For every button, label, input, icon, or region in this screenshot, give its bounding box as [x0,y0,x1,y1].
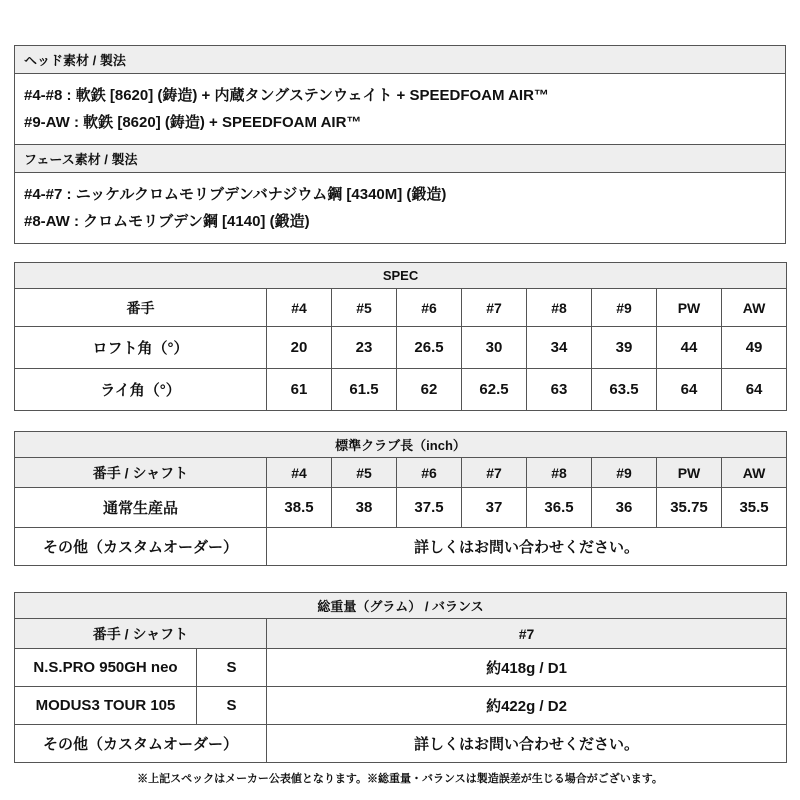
length-value: 36.5 [527,488,592,528]
weight-col-header: #7 [267,619,787,649]
weight-balance-table [14,592,787,763]
loft-value: 30 [462,327,527,369]
head-material-cell [15,74,786,145]
length-other-label: その他（カスタムオーダー） [15,528,267,566]
loft-value: 23 [332,327,397,369]
length-value: 37.5 [397,488,462,528]
footnote: ※上記スペックはメーカー公表値となります。※総重量・バランスは製造誤差が生じる場合がございます。 [137,773,663,785]
club-col-header: #7 [462,289,527,327]
club-length-table-title: 標準クラブ長（inch） [15,432,787,458]
lie-row-label: ライ角（°） [15,369,267,411]
lie-value: 64 [657,369,722,411]
spec-table-title: SPEC [15,263,787,289]
shaft-flex: S [197,649,267,687]
club-col-header: #9 [592,458,657,488]
shaft-weight-balance: 約422g / D2 [267,687,787,725]
lie-value: 63.5 [592,369,657,411]
face-material-line: #4-#7 : ニッケルクロムモリブデンバナジウム鋼 [4340M] (鍛造) [24,186,447,203]
club-col-header: PW [657,289,722,327]
shaft-name: N.S.PRO 950GH neo [15,649,197,687]
club-col-header: #8 [527,289,592,327]
weight-other-value: 詳しくはお問い合わせください。 [267,725,787,763]
loft-value: 34 [527,327,592,369]
head-material-line: #4-#8 : 軟鉄 [8620] (鋳造) + 内蔵タングステンウェイト + SPEEDFOAM AIR™ [24,87,549,104]
lie-value: 64 [722,369,787,411]
loft-value: 39 [592,327,657,369]
weight-row-header: 番手 / シャフト [15,619,267,649]
club-col-header: #4 [267,289,332,327]
lie-value: 63 [527,369,592,411]
club-col-header: #4 [267,458,332,488]
weight-table-title: 総重量（グラム） / バランス [15,593,787,619]
length-value: 35.75 [657,488,722,528]
spec-row-header: 番手 [15,289,267,327]
club-col-header: #6 [397,458,462,488]
club-col-header: AW [722,289,787,327]
club-col-header: #8 [527,458,592,488]
shaft-flex: S [197,687,267,725]
club-col-header: #5 [332,458,397,488]
loft-value: 44 [657,327,722,369]
loft-value: 49 [722,327,787,369]
standard-length-label: 通常生産品 [15,488,267,528]
club-col-header: #9 [592,289,657,327]
head-material-line: #9-AW : 軟鉄 [8620] (鋳造) + SPEEDFOAM AIR™ [24,114,362,131]
lie-value: 62 [397,369,462,411]
weight-other-label: その他（カスタムオーダー） [15,725,267,763]
face-material-line: #8-AW : クロムモリブデン鋼 [4140] (鍛造) [24,213,310,230]
length-row-header: 番手 / シャフト [15,458,267,488]
club-col-header: PW [657,458,722,488]
length-value: 36 [592,488,657,528]
lie-value: 61 [267,369,332,411]
length-value: 35.5 [722,488,787,528]
spec-table [14,262,787,411]
shaft-weight-balance: 約418g / D1 [267,649,787,687]
lie-value: 61.5 [332,369,397,411]
length-value: 37 [462,488,527,528]
face-material-cell [15,173,786,244]
club-col-header: #6 [397,289,462,327]
materials-table [14,45,786,244]
head-material-header: ヘッド素材 / 製法 [15,46,786,74]
length-value: 38.5 [267,488,332,528]
club-length-table [14,431,787,566]
length-value: 38 [332,488,397,528]
club-col-header: #5 [332,289,397,327]
club-col-header: #7 [462,458,527,488]
lie-value: 62.5 [462,369,527,411]
club-col-header: AW [722,458,787,488]
shaft-name: MODUS3 TOUR 105 [15,687,197,725]
loft-row-label: ロフト角（°） [15,327,267,369]
face-material-header: フェース素材 / 製法 [15,145,786,173]
length-other-value: 詳しくはお問い合わせください。 [267,528,787,566]
loft-value: 26.5 [397,327,462,369]
loft-value: 20 [267,327,332,369]
